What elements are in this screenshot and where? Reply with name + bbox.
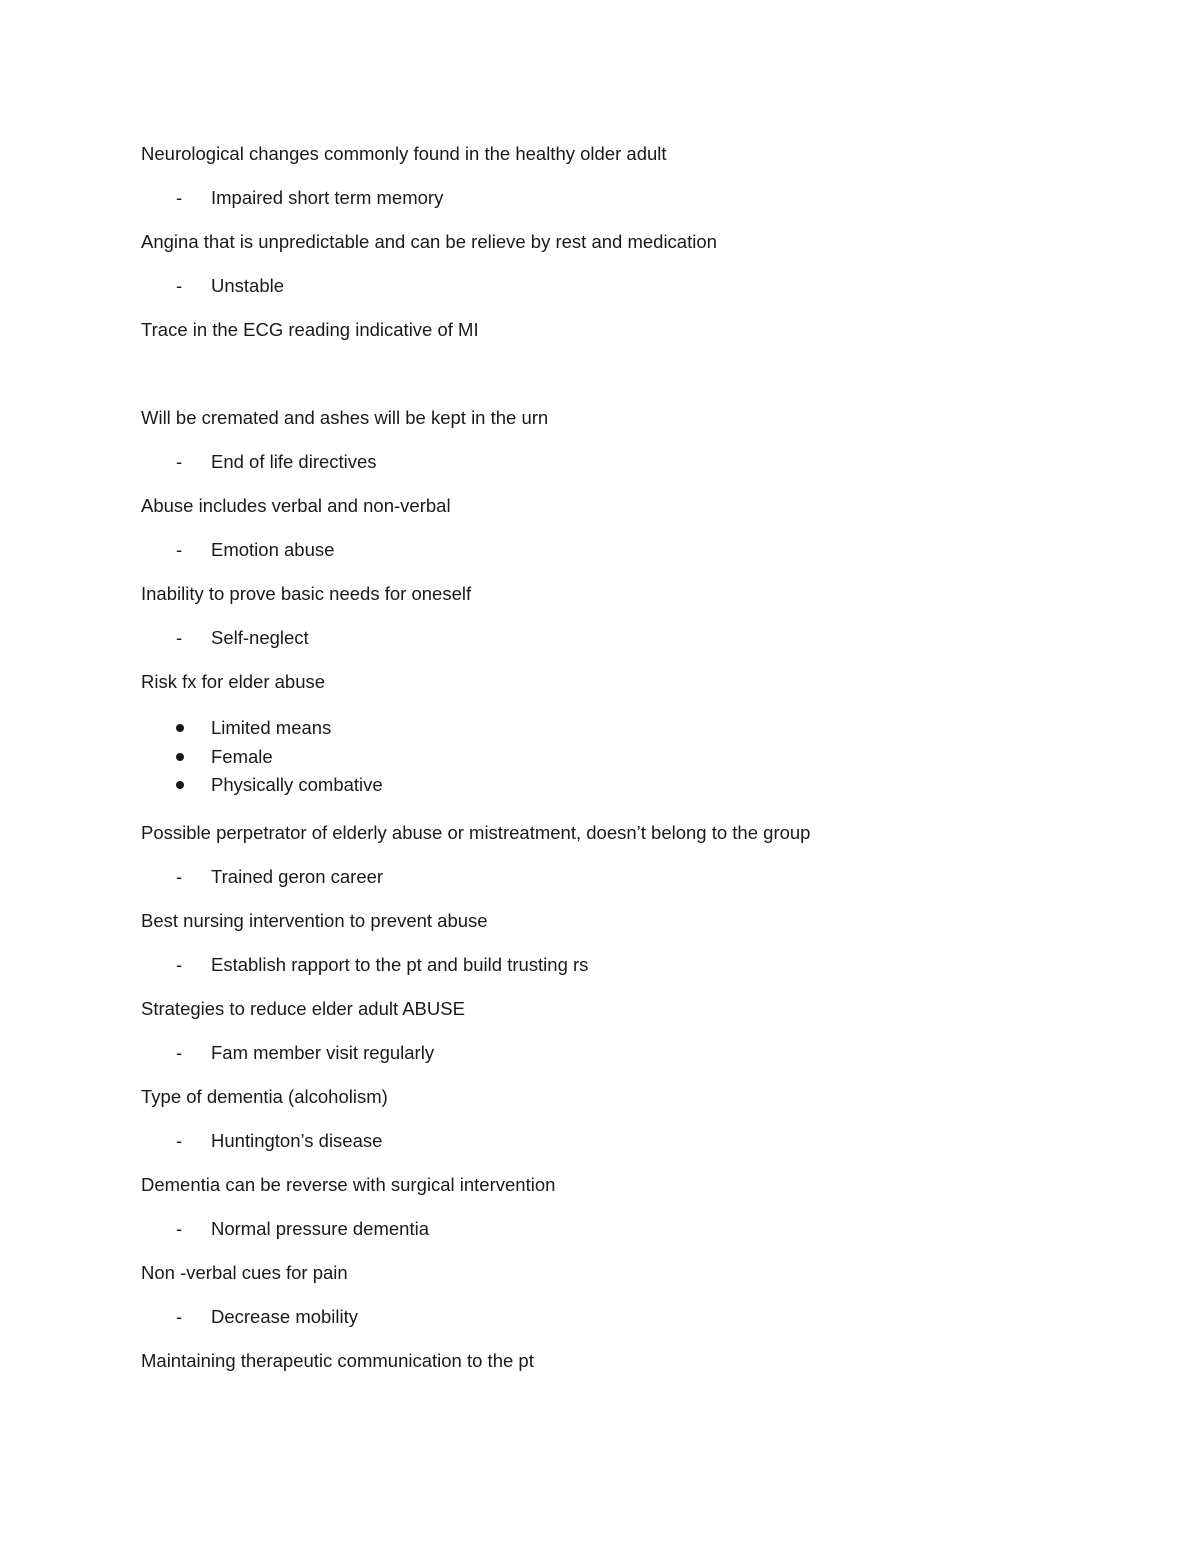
bullet-dot-icon [176,724,184,732]
answer-item [141,865,1041,889]
question-heading: Inability to prove basic needs for oneself [141,583,472,604]
answer-item [141,274,1041,298]
question-heading: Dementia can be reverse with surgical intervention [141,1173,556,1195]
dash-marker: - [176,1305,183,1327]
answer-text: End of life directives [211,451,377,472]
answer-text: Trained geron career [211,865,384,887]
dash-marker: - [176,187,183,208]
dash-marker: - [176,539,183,560]
answer-item [141,186,1041,210]
question-heading: Type of dementia (alcoholism) [141,1085,388,1107]
question-heading: Strategies to reduce elder adult ABUSE [141,997,465,1019]
answer-item [141,450,1041,474]
answer-text: Self-neglect [211,627,309,648]
bullet-list [141,714,1041,800]
question-heading: Maintaining therapeutic communication to the pt [141,1349,534,1371]
answer-text: Huntington’s disease [211,1129,383,1151]
answer-text: Establish rapport to the pt and build trusting rs [211,953,589,975]
question-heading: Risk fx for elder abuse [141,671,326,692]
dash-marker: - [176,1217,183,1239]
answer-item [141,1041,1041,1065]
bullet-item [141,743,1041,772]
dash-marker: - [176,627,183,648]
bullet-item [141,771,1041,800]
question-heading: Possible perpetrator of elderly abuse or mistreatment, doesn’t belong to the group [141,821,811,843]
dash-marker: - [176,451,183,472]
bullet-text: Physically combative [211,774,383,795]
answer-item [141,1129,1041,1153]
question-heading: Will be cremated and ashes will be kept in the urn [141,407,549,428]
answer-text: Emotion abuse [211,539,335,560]
bullet-text: Limited means [211,717,332,738]
answer-text: Impaired short term memory [211,187,444,208]
answer-item [141,1305,1041,1329]
bullet-text: Female [211,745,273,767]
dash-marker: - [176,953,183,975]
question-heading: Neurological changes commonly found in the healthy older adult [141,143,667,164]
question-heading: Non -verbal cues for pain [141,1261,348,1283]
question-heading: Trace in the ECG reading indicative of MI [141,319,479,340]
answer-text: Normal pressure dementia [211,1217,429,1239]
bullet-dot-icon [176,753,184,761]
document-body [141,142,1041,1393]
dash-marker: - [176,1041,183,1063]
dash-marker: - [176,865,183,887]
question-heading: Best nursing intervention to prevent abuse [141,909,488,931]
question-heading: Abuse includes verbal and non-verbal [141,495,451,516]
question-heading: Angina that is unpredictable and can be relieve by rest and medication [141,231,717,252]
answer-text: Fam member visit regularly [211,1041,435,1063]
dash-marker: - [176,1129,183,1151]
bullet-item [141,714,1041,743]
answer-text: Decrease mobility [211,1305,359,1327]
bullet-dot-icon [176,781,184,789]
blank-line [141,362,1041,406]
answer-item [141,953,1041,977]
answer-item [141,1217,1041,1241]
dash-marker: - [176,275,183,296]
answer-item [141,626,1041,650]
answer-item [141,538,1041,562]
answer-text: Unstable [211,275,285,296]
